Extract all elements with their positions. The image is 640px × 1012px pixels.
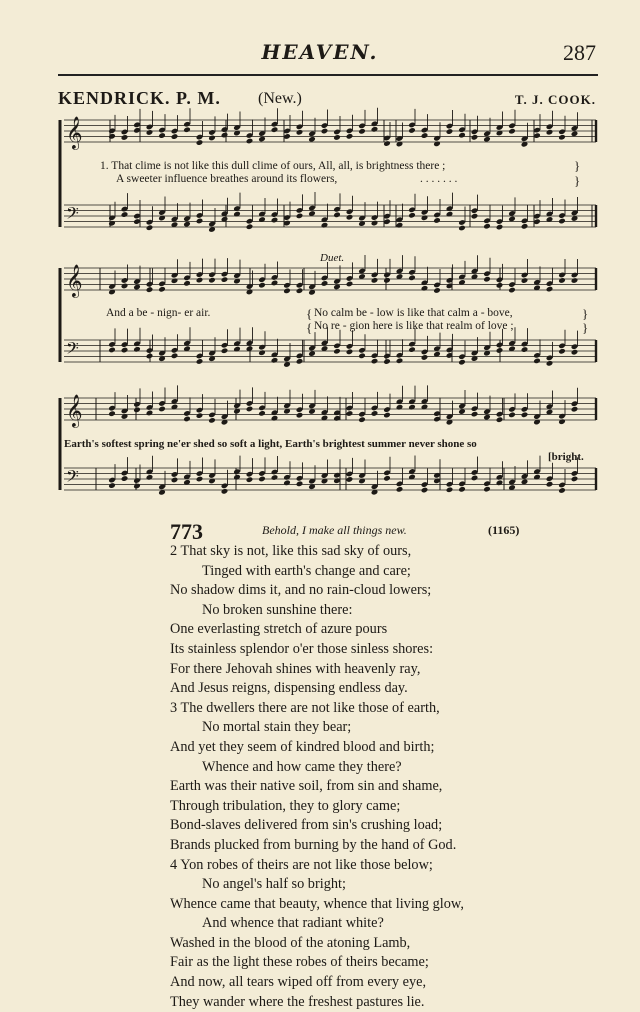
note-head <box>558 277 566 284</box>
note-head <box>221 347 229 354</box>
note-head <box>421 132 429 139</box>
bracket: } <box>582 306 589 321</box>
note-head <box>108 133 116 140</box>
note-head <box>233 474 241 481</box>
note-head <box>446 128 454 135</box>
hymn-number: 773 <box>170 519 203 544</box>
note-head <box>283 480 291 487</box>
verse-line: And yet they seem of kindred blood and birth; <box>170 738 435 755</box>
note-head <box>208 277 216 284</box>
note-head <box>283 288 291 295</box>
note-head <box>121 475 129 482</box>
verse-line: 3 The dwellers there are not like those of earth, <box>170 699 440 716</box>
note-head <box>408 275 416 282</box>
note-head <box>383 277 391 284</box>
note-head <box>421 487 429 494</box>
verse-line: Earth was their native soil, from sin and shame, <box>170 778 443 795</box>
note-head <box>158 132 166 139</box>
note-head <box>396 486 404 493</box>
note-head <box>133 346 141 353</box>
note-head <box>558 218 566 225</box>
note-head <box>571 277 579 284</box>
note-head <box>196 358 204 365</box>
note-head <box>258 476 266 483</box>
note-head <box>183 127 191 134</box>
note-head <box>196 139 204 146</box>
treble-clef: 𝄞 <box>66 116 83 149</box>
note-head <box>221 276 229 283</box>
note-head <box>196 412 204 419</box>
note-head <box>508 412 516 419</box>
system2-lyric-right-line2: No re - gion here is like that realm of love ; <box>314 320 514 332</box>
note-head <box>471 475 479 482</box>
note-head <box>483 223 491 230</box>
note-head <box>371 410 379 417</box>
note-head <box>271 415 279 422</box>
verse-line: Whence and how came they there? <box>202 758 402 775</box>
duet-marking: Duet. <box>320 252 345 264</box>
bass-clef: 𝄢 <box>66 338 79 362</box>
note-head <box>246 406 254 413</box>
note-head <box>558 348 566 355</box>
note-head <box>146 224 154 231</box>
note-head <box>108 410 116 417</box>
note-head <box>258 282 266 289</box>
note-head <box>571 131 579 138</box>
note-head <box>346 281 354 288</box>
note-head <box>171 353 179 360</box>
system2-lyric-left: And a be - nign- er air. <box>106 307 211 319</box>
note-head <box>146 474 154 481</box>
hymn-motto: Behold, I make all things new. <box>262 523 407 537</box>
note-head <box>408 404 416 411</box>
verse-line: Its stainless splendor o'er those sinless shores: <box>170 640 434 657</box>
note-head <box>446 486 454 493</box>
note-head <box>521 277 529 284</box>
verse-line: Bond-slaves delivered from sin's crushing load; <box>170 817 443 834</box>
note-head <box>521 412 529 419</box>
note-head <box>358 353 366 360</box>
note-head <box>546 481 554 488</box>
hymn-verses <box>170 542 610 1012</box>
note-head <box>433 217 441 224</box>
note-head <box>183 280 191 287</box>
treble-clef: 𝄞 <box>66 394 83 427</box>
note-head <box>208 135 216 142</box>
verse-line: No angel's half so bright; <box>202 876 346 893</box>
note-head <box>571 349 579 356</box>
note-head <box>408 346 416 353</box>
note-head <box>121 134 129 141</box>
treble-clef: 𝄞 <box>66 264 83 297</box>
note-head <box>458 359 466 366</box>
note-head <box>196 218 204 225</box>
note-head <box>433 141 441 148</box>
running-header-title: HEAVEN. <box>261 40 379 64</box>
note-head <box>296 358 304 365</box>
note-head <box>358 128 366 135</box>
note-head <box>371 126 379 133</box>
note-head <box>183 416 191 423</box>
note-head <box>346 476 354 483</box>
note-head <box>546 360 554 367</box>
bracket: { <box>306 320 313 335</box>
note-head <box>458 132 466 139</box>
verse-line: Whence came that beauty, whence that living glow, <box>170 895 464 912</box>
note-head <box>333 348 341 355</box>
note-head <box>483 276 491 283</box>
note-head <box>421 215 429 222</box>
system3-lyric: Earth's softest spring ne'er shed so soft a light, Earth's brightest summer never shone so <box>64 438 477 450</box>
system1-lyric-line2-dots: . . . . . . . <box>420 173 458 185</box>
verse-line: Through tribulation, they to glory came; <box>170 797 401 814</box>
note-head <box>458 486 466 493</box>
system1-lyric-line2: A sweeter influence breathes around its flowers, <box>116 173 338 185</box>
note-head <box>121 283 129 290</box>
note-head <box>496 416 504 423</box>
note-head <box>321 280 329 287</box>
note-head <box>296 129 304 136</box>
note-head <box>258 349 266 356</box>
note-head <box>508 287 516 294</box>
note-head <box>496 347 504 354</box>
verse-line: 2 That sky is not, like this sad sky of ours, <box>170 543 412 559</box>
note-head <box>483 486 491 493</box>
note-head <box>346 214 354 221</box>
note-head <box>221 488 229 495</box>
note-head <box>121 211 129 218</box>
bracket: } <box>574 158 581 173</box>
note-head <box>458 225 466 232</box>
note-head <box>258 410 266 417</box>
note-head <box>396 404 404 411</box>
note-head <box>108 482 116 489</box>
note-head <box>383 358 391 365</box>
note-head <box>108 347 116 354</box>
note-head <box>546 286 554 293</box>
note-head <box>346 349 354 356</box>
note-head <box>508 128 516 135</box>
note-head <box>158 406 166 413</box>
verse-line: Fair as the light these robes of theirs became; <box>170 954 429 971</box>
bracket: { <box>306 306 313 321</box>
note-head <box>521 346 529 353</box>
verse-line: And now, all tears wiped off from every eye, <box>170 974 427 991</box>
note-head <box>496 224 504 231</box>
note-head <box>296 213 304 220</box>
note-head <box>321 128 329 135</box>
note-head <box>533 358 541 365</box>
bracket: } <box>574 173 581 188</box>
note-head <box>346 133 354 140</box>
note-head <box>271 357 279 364</box>
note-head <box>471 134 479 141</box>
bracket: } <box>582 320 589 335</box>
note-head <box>133 407 141 414</box>
system1-lyric-line1: 1. That clime is not like this dull clime of ours, All, all, is brightness there ; <box>100 160 446 172</box>
note-head <box>146 410 154 417</box>
system3-lyric-tail: [bright. <box>548 451 584 463</box>
note-head <box>483 136 491 143</box>
note-head <box>571 406 579 413</box>
note-head <box>271 217 279 224</box>
note-head <box>383 475 391 482</box>
note-head <box>396 222 404 229</box>
verse-line: Tinged with earth's change and care; <box>202 562 411 579</box>
verse-line: 4 Yon robes of theirs are not like those below; <box>170 856 433 873</box>
note-head <box>333 212 341 219</box>
note-head <box>358 416 366 423</box>
note-head <box>383 412 391 419</box>
note-head <box>196 277 204 284</box>
bass-clef: 𝄢 <box>66 466 79 490</box>
note-head <box>208 417 216 424</box>
composer: T. J. COOK. <box>514 92 596 107</box>
note-head <box>146 286 154 293</box>
note-head <box>308 136 316 143</box>
note-head <box>133 483 141 490</box>
note-head <box>408 127 416 134</box>
verse-line: For there Jehovah shines with heavenly ray, <box>170 660 421 677</box>
note-head <box>271 126 279 133</box>
note-head <box>246 223 254 230</box>
note-head <box>496 480 504 487</box>
hymn-reference: (1165) <box>488 523 520 537</box>
note-head <box>296 287 304 294</box>
verse-line: And Jesus reigns, dispensing endless day. <box>170 680 408 697</box>
note-head <box>246 476 254 483</box>
note-head <box>221 132 229 139</box>
bass-clef: 𝄢 <box>66 203 79 227</box>
note-head <box>271 474 279 481</box>
note-head <box>158 286 166 293</box>
system2-lyric-right-line1: No calm be - low is like that calm a - bove, <box>314 307 513 319</box>
note-head <box>296 412 304 419</box>
note-head <box>171 277 179 284</box>
verse-line: Washed in the blood of the atoning Lamb, <box>170 934 411 951</box>
note-head <box>271 280 279 287</box>
note-head <box>121 347 129 354</box>
tune-note: (New.) <box>258 90 302 107</box>
note-head <box>546 129 554 136</box>
note-head <box>146 353 154 360</box>
verse-line: No mortal stain they bear; <box>202 719 352 736</box>
verse-line: No broken sunshine there: <box>202 601 353 618</box>
note-head <box>371 220 379 227</box>
note-head <box>171 477 179 484</box>
note-head <box>433 287 441 294</box>
note-head <box>371 277 379 284</box>
note-head <box>558 418 566 425</box>
note-head <box>471 213 479 220</box>
page-number: 287 <box>563 40 596 65</box>
note-head <box>346 410 354 417</box>
note-head <box>421 285 429 292</box>
note-head <box>521 223 529 230</box>
note-head <box>571 476 579 483</box>
note-head <box>108 220 116 227</box>
note-head <box>396 358 404 365</box>
note-head <box>321 222 329 229</box>
note-head <box>146 129 154 136</box>
note-head <box>246 138 254 145</box>
note-head <box>371 358 379 365</box>
verse-line: No shadow dims it, and no rain-cloud lowers; <box>170 582 432 599</box>
note-head <box>421 354 429 361</box>
note-head <box>408 212 416 219</box>
note-head <box>333 134 341 141</box>
note-head <box>171 133 179 140</box>
note-head <box>196 476 204 483</box>
verse-line: Brands plucked from burning by the hand of God. <box>170 836 457 853</box>
tune-name: KENDRICK. P. M. <box>58 88 221 108</box>
verse-line: And whence that radiant white? <box>202 915 384 932</box>
note-head <box>558 487 566 494</box>
verse-line: They wander where the freshest pastures lie. <box>170 993 425 1010</box>
note-head <box>471 411 479 418</box>
verse-line: One everlasting stretch of azure pours <box>170 621 388 638</box>
note-head <box>496 282 504 289</box>
note-head <box>558 134 566 141</box>
note-head <box>296 481 304 488</box>
